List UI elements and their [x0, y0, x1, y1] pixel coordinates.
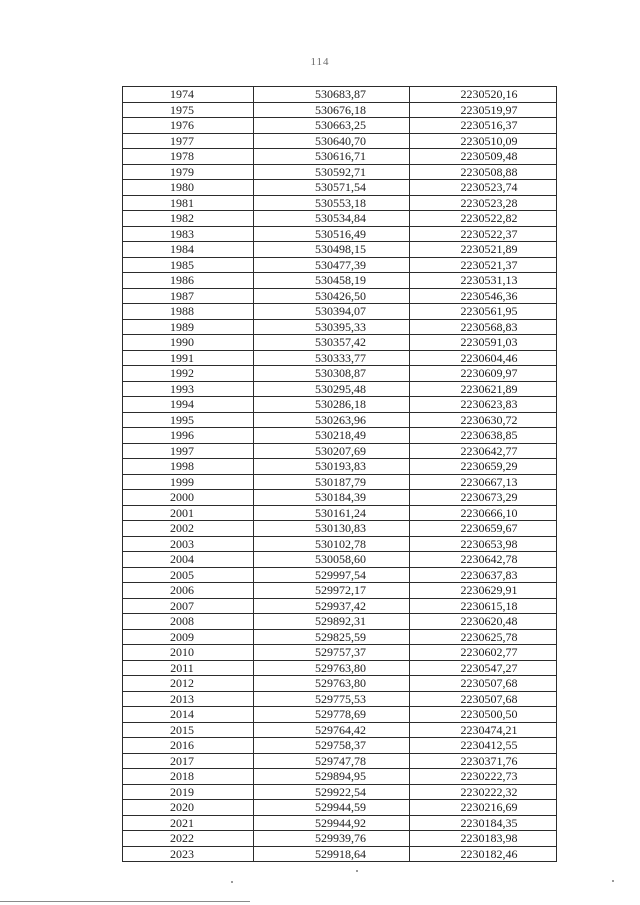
table-row	[123, 676, 557, 692]
y-coordinate-cell: 2230412,55	[410, 738, 557, 754]
year-cell: 1981	[123, 195, 254, 211]
year-cell: 2004	[123, 552, 254, 568]
table-row	[123, 769, 557, 785]
year-cell: 2014	[123, 707, 254, 723]
table-row	[123, 691, 557, 707]
table-row	[123, 629, 557, 645]
y-coordinate-cell: 2230591,03	[410, 335, 557, 351]
x-coordinate-cell: 530477,39	[254, 257, 410, 273]
y-coordinate-cell: 2230510,09	[410, 133, 557, 149]
y-coordinate-cell: 2230507,68	[410, 676, 557, 692]
year-cell: 2017	[123, 753, 254, 769]
y-coordinate-cell: 2230642,78	[410, 552, 557, 568]
y-coordinate-cell: 2230500,50	[410, 707, 557, 723]
table-row	[123, 397, 557, 413]
table-row	[123, 102, 557, 118]
table-row	[123, 350, 557, 366]
table-row	[123, 133, 557, 149]
year-cell: 1983	[123, 226, 254, 242]
year-cell: 2007	[123, 598, 254, 614]
y-coordinate-cell: 2230630,72	[410, 412, 557, 428]
table-row	[123, 412, 557, 428]
x-coordinate-cell: 529778,69	[254, 707, 410, 723]
y-coordinate-cell: 2230604,46	[410, 350, 557, 366]
y-coordinate-cell: 2230609,97	[410, 366, 557, 382]
x-coordinate-cell: 529918,64	[254, 846, 410, 862]
y-coordinate-cell: 2230547,27	[410, 660, 557, 676]
x-coordinate-cell: 530498,15	[254, 242, 410, 258]
y-coordinate-cell: 2230508,88	[410, 164, 557, 180]
table-row	[123, 87, 557, 103]
table-row	[123, 815, 557, 831]
year-cell: 2011	[123, 660, 254, 676]
table-row	[123, 722, 557, 738]
y-coordinate-cell: 2230673,29	[410, 490, 557, 506]
year-cell: 1989	[123, 319, 254, 335]
table-row	[123, 149, 557, 165]
year-cell: 1996	[123, 428, 254, 444]
x-coordinate-cell: 529764,42	[254, 722, 410, 738]
x-coordinate-cell: 529825,59	[254, 629, 410, 645]
table-row	[123, 598, 557, 614]
y-coordinate-cell: 2230546,36	[410, 288, 557, 304]
y-coordinate-cell: 2230520,16	[410, 87, 557, 103]
x-coordinate-cell: 529757,37	[254, 645, 410, 661]
x-coordinate-cell: 529972,17	[254, 583, 410, 599]
x-coordinate-cell: 530683,87	[254, 87, 410, 103]
x-coordinate-cell: 530616,71	[254, 149, 410, 165]
x-coordinate-cell: 530426,50	[254, 288, 410, 304]
y-coordinate-cell: 2230516,37	[410, 118, 557, 134]
y-coordinate-cell: 2230222,32	[410, 784, 557, 800]
table-row	[123, 614, 557, 630]
coordinates-table	[122, 86, 557, 862]
table-row	[123, 831, 557, 847]
table-row	[123, 474, 557, 490]
x-coordinate-cell: 530663,25	[254, 118, 410, 134]
table-row	[123, 366, 557, 382]
y-coordinate-cell: 2230521,89	[410, 242, 557, 258]
year-cell: 1994	[123, 397, 254, 413]
scan-speck	[612, 880, 614, 882]
table-row	[123, 846, 557, 862]
year-cell: 2010	[123, 645, 254, 661]
table-row	[123, 645, 557, 661]
year-cell: 2018	[123, 769, 254, 785]
y-coordinate-cell: 2230642,77	[410, 443, 557, 459]
table-row	[123, 567, 557, 583]
table-row	[123, 428, 557, 444]
year-cell: 1976	[123, 118, 254, 134]
x-coordinate-cell: 529894,95	[254, 769, 410, 785]
y-coordinate-cell: 2230638,85	[410, 428, 557, 444]
x-coordinate-cell: 529775,53	[254, 691, 410, 707]
y-coordinate-cell: 2230371,76	[410, 753, 557, 769]
table-row	[123, 536, 557, 552]
x-coordinate-cell: 529922,54	[254, 784, 410, 800]
year-cell: 1978	[123, 149, 254, 165]
table-row	[123, 304, 557, 320]
year-cell: 2016	[123, 738, 254, 754]
x-coordinate-cell: 530130,83	[254, 521, 410, 537]
x-coordinate-cell: 529763,80	[254, 676, 410, 692]
year-cell: 1990	[123, 335, 254, 351]
y-coordinate-cell: 2230667,13	[410, 474, 557, 490]
table-row	[123, 707, 557, 723]
x-coordinate-cell: 530395,33	[254, 319, 410, 335]
table-row	[123, 459, 557, 475]
year-cell: 2002	[123, 521, 254, 537]
year-cell: 2000	[123, 490, 254, 506]
table-row	[123, 738, 557, 754]
year-cell: 2020	[123, 800, 254, 816]
x-coordinate-cell: 530553,18	[254, 195, 410, 211]
x-coordinate-cell: 530102,78	[254, 536, 410, 552]
y-coordinate-cell: 2230222,73	[410, 769, 557, 785]
scan-speck	[356, 870, 358, 872]
y-coordinate-cell: 2230474,21	[410, 722, 557, 738]
year-cell: 2012	[123, 676, 254, 692]
y-coordinate-cell: 2230659,67	[410, 521, 557, 537]
x-coordinate-cell: 530187,79	[254, 474, 410, 490]
y-coordinate-cell: 2230521,37	[410, 257, 557, 273]
year-cell: 2006	[123, 583, 254, 599]
y-coordinate-cell: 2230653,98	[410, 536, 557, 552]
x-coordinate-cell: 529763,80	[254, 660, 410, 676]
x-coordinate-cell: 530207,69	[254, 443, 410, 459]
year-cell: 1987	[123, 288, 254, 304]
y-coordinate-cell: 2230666,10	[410, 505, 557, 521]
table-row	[123, 257, 557, 273]
table-row	[123, 226, 557, 242]
year-cell: 1974	[123, 87, 254, 103]
y-coordinate-cell: 2230637,83	[410, 567, 557, 583]
x-coordinate-cell: 529758,37	[254, 738, 410, 754]
y-coordinate-cell: 2230531,13	[410, 273, 557, 289]
year-cell: 1993	[123, 381, 254, 397]
x-coordinate-cell: 530184,39	[254, 490, 410, 506]
year-cell: 1980	[123, 180, 254, 196]
table-row	[123, 319, 557, 335]
y-coordinate-cell: 2230519,97	[410, 102, 557, 118]
x-coordinate-cell: 530394,07	[254, 304, 410, 320]
y-coordinate-cell: 2230625,78	[410, 629, 557, 645]
table-row	[123, 443, 557, 459]
table-row	[123, 505, 557, 521]
y-coordinate-cell: 2230659,29	[410, 459, 557, 475]
scan-edge-line	[0, 901, 250, 902]
year-cell: 2001	[123, 505, 254, 521]
table-row	[123, 784, 557, 800]
x-coordinate-cell: 530571,54	[254, 180, 410, 196]
year-cell: 1982	[123, 211, 254, 227]
year-cell: 1988	[123, 304, 254, 320]
table-row	[123, 273, 557, 289]
table-row	[123, 242, 557, 258]
x-coordinate-cell: 529944,59	[254, 800, 410, 816]
x-coordinate-cell: 530286,18	[254, 397, 410, 413]
x-coordinate-cell: 530333,77	[254, 350, 410, 366]
y-coordinate-cell: 2230216,69	[410, 800, 557, 816]
year-cell: 1975	[123, 102, 254, 118]
y-coordinate-cell: 2230183,98	[410, 831, 557, 847]
y-coordinate-cell: 2230522,37	[410, 226, 557, 242]
table-row	[123, 180, 557, 196]
year-cell: 2005	[123, 567, 254, 583]
y-coordinate-cell: 2230523,28	[410, 195, 557, 211]
year-cell: 2009	[123, 629, 254, 645]
year-cell: 2013	[123, 691, 254, 707]
y-coordinate-cell: 2230523,74	[410, 180, 557, 196]
year-cell: 1992	[123, 366, 254, 382]
x-coordinate-cell: 530161,24	[254, 505, 410, 521]
x-coordinate-cell: 530516,49	[254, 226, 410, 242]
y-coordinate-cell: 2230507,68	[410, 691, 557, 707]
table-row	[123, 583, 557, 599]
y-coordinate-cell: 2230184,35	[410, 815, 557, 831]
year-cell: 1999	[123, 474, 254, 490]
y-coordinate-cell: 2230182,46	[410, 846, 557, 862]
year-cell: 1985	[123, 257, 254, 273]
y-coordinate-cell: 2230620,48	[410, 614, 557, 630]
x-coordinate-cell: 530640,70	[254, 133, 410, 149]
scan-speck	[231, 881, 233, 883]
year-cell: 2015	[123, 722, 254, 738]
x-coordinate-cell: 530295,48	[254, 381, 410, 397]
table-row	[123, 288, 557, 304]
y-coordinate-cell: 2230509,48	[410, 149, 557, 165]
table-row	[123, 521, 557, 537]
table-row	[123, 195, 557, 211]
y-coordinate-cell: 2230629,91	[410, 583, 557, 599]
x-coordinate-cell: 530676,18	[254, 102, 410, 118]
x-coordinate-cell: 529892,31	[254, 614, 410, 630]
year-cell: 2021	[123, 815, 254, 831]
table-row	[123, 381, 557, 397]
x-coordinate-cell: 529937,42	[254, 598, 410, 614]
x-coordinate-cell: 530058,60	[254, 552, 410, 568]
x-coordinate-cell: 529939,76	[254, 831, 410, 847]
table-row	[123, 490, 557, 506]
x-coordinate-cell: 530263,96	[254, 412, 410, 428]
x-coordinate-cell: 530193,83	[254, 459, 410, 475]
x-coordinate-cell: 530592,71	[254, 164, 410, 180]
y-coordinate-cell: 2230522,82	[410, 211, 557, 227]
year-cell: 1979	[123, 164, 254, 180]
x-coordinate-cell: 529747,78	[254, 753, 410, 769]
x-coordinate-cell: 530357,42	[254, 335, 410, 351]
x-coordinate-cell: 529944,92	[254, 815, 410, 831]
y-coordinate-cell: 2230621,89	[410, 381, 557, 397]
coordinates-table-container	[122, 86, 556, 862]
table-row	[123, 211, 557, 227]
table-row	[123, 660, 557, 676]
x-coordinate-cell: 530458,19	[254, 273, 410, 289]
y-coordinate-cell: 2230561,95	[410, 304, 557, 320]
year-cell: 2019	[123, 784, 254, 800]
year-cell: 2008	[123, 614, 254, 630]
x-coordinate-cell: 530218,49	[254, 428, 410, 444]
table-row	[123, 800, 557, 816]
y-coordinate-cell: 2230615,18	[410, 598, 557, 614]
y-coordinate-cell: 2230602,77	[410, 645, 557, 661]
table-row	[123, 753, 557, 769]
x-coordinate-cell: 529997,54	[254, 567, 410, 583]
table-row	[123, 335, 557, 351]
year-cell: 2022	[123, 831, 254, 847]
year-cell: 1984	[123, 242, 254, 258]
x-coordinate-cell: 530534,84	[254, 211, 410, 227]
year-cell: 1995	[123, 412, 254, 428]
year-cell: 2023	[123, 846, 254, 862]
y-coordinate-cell: 2230568,83	[410, 319, 557, 335]
year-cell: 1977	[123, 133, 254, 149]
year-cell: 1998	[123, 459, 254, 475]
table-row	[123, 118, 557, 134]
year-cell: 1991	[123, 350, 254, 366]
y-coordinate-cell: 2230623,83	[410, 397, 557, 413]
page-number: 114	[310, 56, 330, 68]
year-cell: 2003	[123, 536, 254, 552]
year-cell: 1986	[123, 273, 254, 289]
year-cell: 1997	[123, 443, 254, 459]
x-coordinate-cell: 530308,87	[254, 366, 410, 382]
table-row	[123, 164, 557, 180]
table-row	[123, 552, 557, 568]
coordinates-table-body	[123, 87, 557, 862]
